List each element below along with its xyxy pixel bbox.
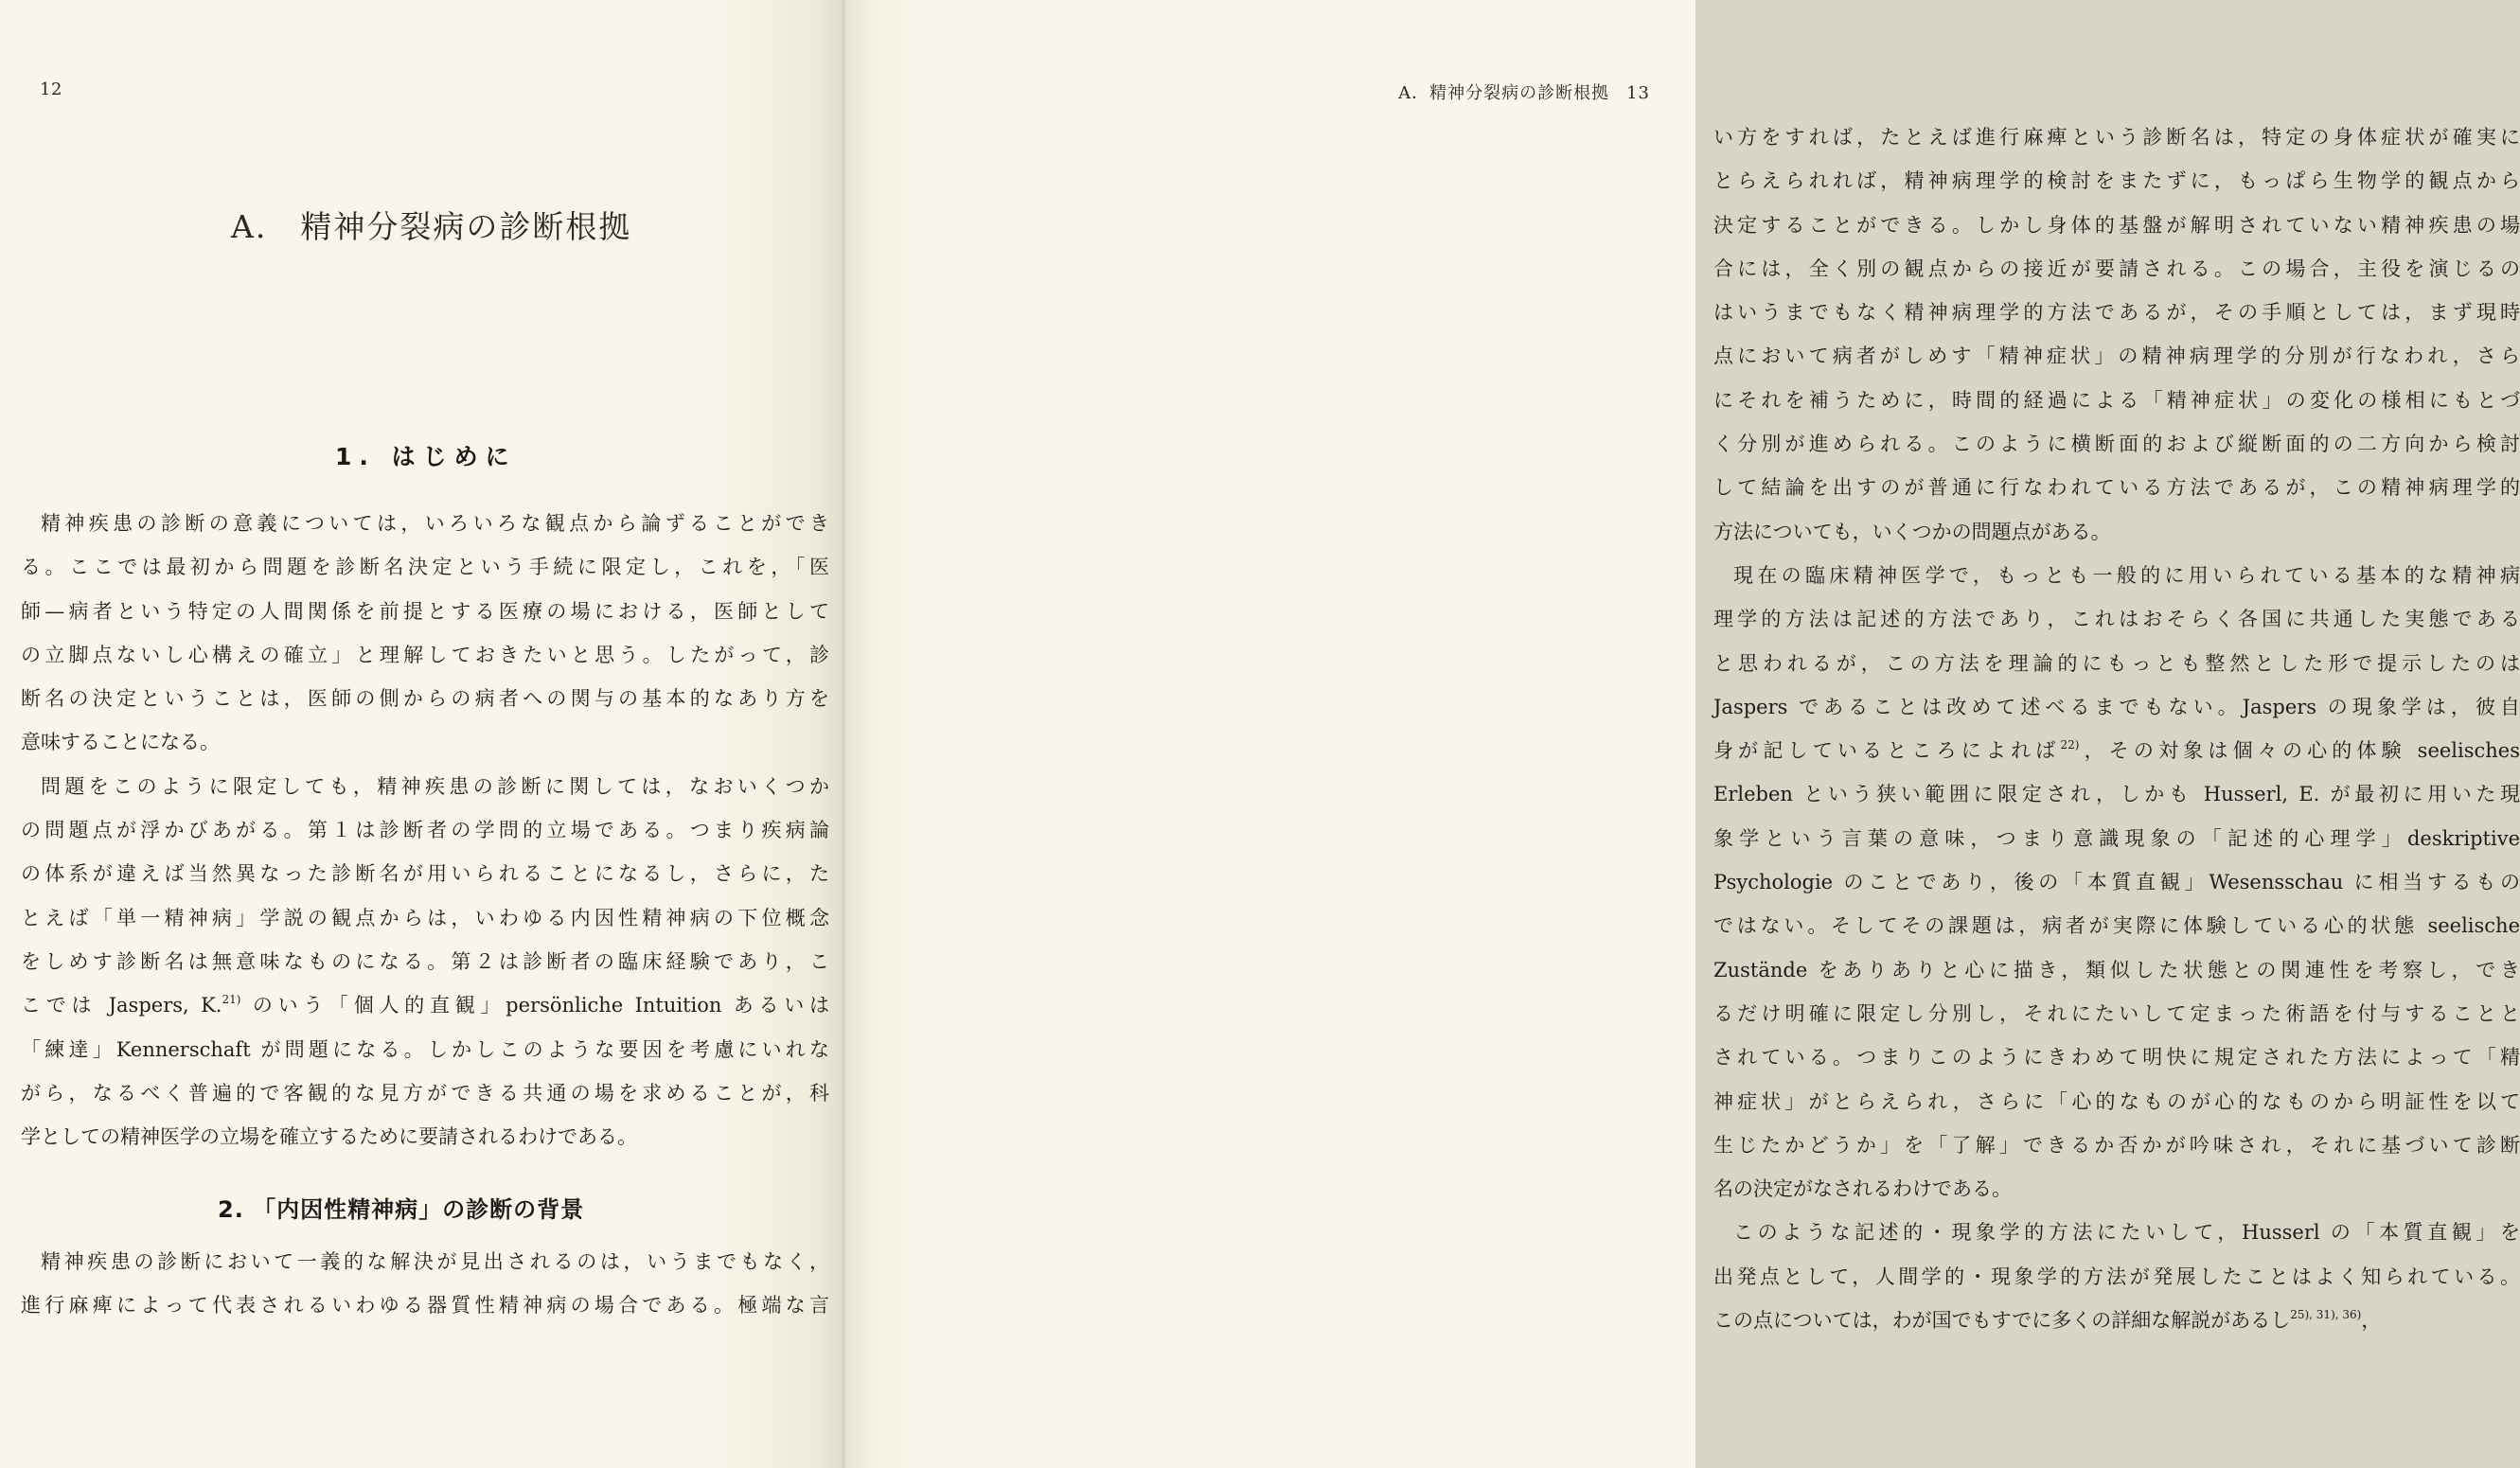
body-line: はいうまでもなく精神病理学的方法であるが，その手順としては，まず現時 [1713, 301, 2520, 325]
body-line: 意味することになる。 [21, 731, 220, 754]
body-line: にそれを補うために，時間的経過による「精神症状」の変化の様相にもとづ [1713, 388, 2520, 412]
body-text: こでは Jaspers, K. [21, 994, 222, 1017]
body-line: Psychologie のことであり，後の「本質直観」Wesensschau に相当するもの [1713, 871, 2520, 894]
body-line: るだけ明確に限定し分別し，それにたいして定まった術語を付与することと [1713, 1001, 2520, 1025]
body-text: ， [2361, 1309, 2382, 1333]
body-line: 断名の決定ということは，医師の側からの病者への関与の基本的なあり方を [21, 687, 829, 711]
body-text: 身が記しているところによれば [1713, 739, 2061, 763]
body-line: Zustände をありありと心に描き，類似した状態との関連性を考察し，でき [1713, 958, 2520, 982]
section1-body [21, 502, 829, 1158]
running-head [1398, 80, 1650, 104]
body-line: 精神疾患の診断の意義については，いろいろな観点から論ずることができ [41, 512, 829, 535]
section-heading-introduction: 1. はじめに [335, 443, 517, 470]
body-line: 出発点として，人間学的・現象学的方法が発展したことはよく知られている。 [1713, 1265, 2520, 1288]
section2-body [21, 1240, 829, 1328]
body-line: 「練達」Kennerschaft が問題になる。しかしこのような要因を考慮にいれな [21, 1037, 829, 1061]
body-line: されている。つまりこのようにきわめて明快に規定された方法によって「精 [1713, 1046, 2520, 1070]
body-line: Jaspers であることは改めて述べるまでもない。Jaspers の現象学は，彼自 [1713, 695, 2520, 718]
body-line: 精神疾患の診断において一義的な解決が見出されるのは，いうまでもなく， [41, 1250, 829, 1273]
body-line: とえば「単一精神病」学説の観点からは，いわゆる内因性精神病の下位概念 [21, 906, 829, 929]
body-line: 合には，全く別の観点からの接近が要請される。この場合，主役を演じるの [1713, 256, 2520, 280]
body-line: 決定することができる。しかし身体的基盤が解明されていない精神疾患の場 [1713, 213, 2520, 237]
body-line: 問題をこのように限定しても，精神疾患の診断に関しては，なおいくつか [41, 774, 829, 798]
left-page [0, 0, 843, 1468]
body-line: 学としての精神医学の立場を確立するために要請されるわけである。 [21, 1125, 637, 1149]
body-text: のいう「個人的直観」persönliche Intuition あるいは [240, 994, 829, 1017]
body-line: 現在の臨床精神医学で，もっとも一般的に用いられている基本的な精神病 [1733, 563, 2520, 587]
body-line: 進行麻痺によって代表されるいわゆる器質性精神病の場合である。極端な言 [21, 1294, 829, 1318]
body-line: 神症状」がとらえられ，さらに「心的なものが心的なものから明証性を以て [1713, 1089, 2520, 1113]
reference-superscript: 21) [222, 993, 241, 1007]
running-head-title: A．精神分裂病の診断根拠 [1398, 83, 1610, 103]
body-line: 点において病者がしめす「精神症状」の精神病理学的分別が行なわれ，さら [1713, 345, 2520, 368]
body-text: この点については，わが国でもすでに多くの詳細な解説があるし [1713, 1309, 2291, 1333]
section-heading-background: 2. 「内因性精神病」の診断の背景 [218, 1196, 585, 1223]
body-line-with-reference [21, 983, 829, 1027]
body-line: の立脚点ないし心構えの確立」と理解しておきたいと思う。したがって，診 [21, 643, 829, 666]
right-page [846, 0, 2520, 1468]
body-line: ではない。そしてその課題は，病者が実際に体験している心的状態 seelische [1713, 914, 2520, 938]
body-line: く分別が進められる。このように横断面的および縦断面的の二方向から検討 [1713, 433, 2520, 456]
body-line-with-reference [1713, 729, 2520, 772]
body-line: をしめす診断名は無意味なものになる。第２は診断者の臨床経験であり，こ [21, 949, 829, 973]
body-line: とらえられれば，精神病理学的検討をまたずに，もっぱら生物学的観点から [1713, 169, 2520, 193]
body-line: Erleben という狭い範囲に限定され，しかも Husserl, E. が最初に用いた現 [1713, 783, 2520, 806]
body-text: ，その対象は個々の心的体験 seelisches [2079, 739, 2520, 763]
body-line: の体系が違えば当然異なった診断名が用いられることになるし，さらに，た [21, 862, 829, 886]
page-number-right: 13 [1626, 83, 1650, 103]
body-line: 師—病者という特定の人間関係を前提とする医療の場における，医師として [21, 599, 829, 623]
body-line: と思われるが，この方法を理論的にもっとも整然とした形で提示したのは [1713, 651, 2520, 675]
body-line: して結論を出すのが普通に行なわれている方法であるが，この精神病理学的 [1713, 476, 2520, 500]
reference-superscript: 22) [2060, 738, 2080, 752]
body-line: の問題点が浮かびあがる。第１は診断者の学問的立場である。つまり疾病論 [21, 819, 829, 842]
body-line: 方法についても，いくつかの問題点がある。 [1713, 520, 2111, 543]
body-line: がら，なるべく普遍的で客観的な見方ができる共通の場を求めることが，科 [21, 1081, 829, 1105]
body-line: 生じたかどうか」を「了解」できるか否かが吟味され，それに基づいて診断 [1713, 1133, 2520, 1157]
body-line: 理学的方法は記述的方法であり，これはおそらく各国に共通した実態である [1713, 608, 2520, 631]
body-line: る。ここでは最初から問題を診断名決定という手続に限定し，これを，「医 [21, 556, 829, 579]
body-line: 名の決定がなされるわけである。 [1713, 1177, 2012, 1201]
body-line: このような記述的・現象学的方法にたいして，Husserl の「本質直観」を [1733, 1221, 2520, 1245]
chapter-title: A. 精神分裂病の診断根拠 [231, 208, 632, 245]
body-line: 象学という言葉の意味，つまり意識現象の「記述的心理学」deskriptive [1713, 826, 2520, 850]
reference-superscript: 25), 31), 36) [2290, 1308, 2362, 1322]
body-line: い方をすれば，たとえば進行麻痺という診断名は，特定の身体症状が確実に [1713, 126, 2520, 149]
right-page-body [1713, 115, 2520, 1342]
page-number-left: 12 [40, 80, 62, 99]
body-line-with-reference [1713, 1299, 2520, 1342]
